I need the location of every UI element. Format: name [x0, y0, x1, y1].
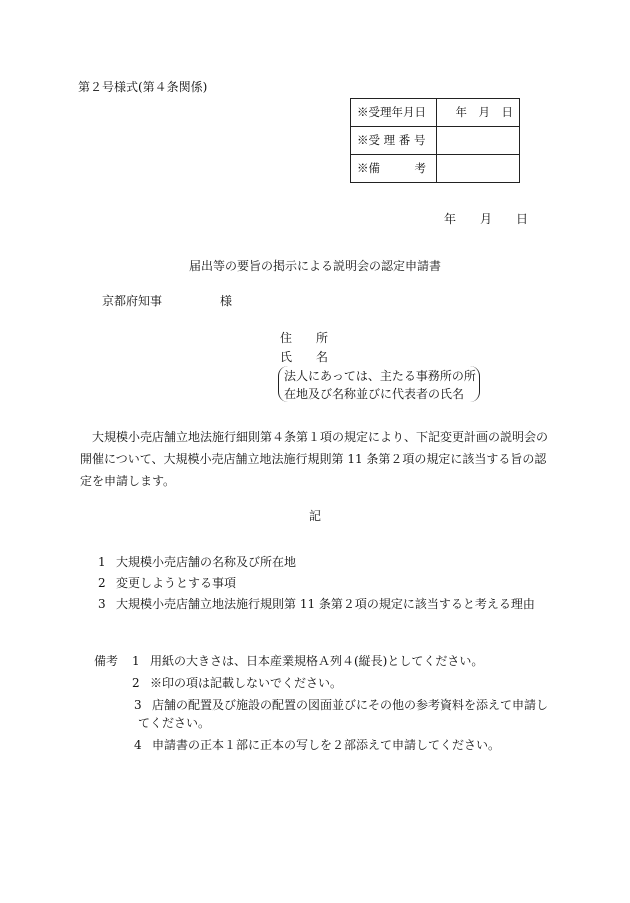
- date-line: 年 月 日: [444, 212, 529, 226]
- address-label: 住 所: [280, 331, 329, 345]
- reception-value: [437, 127, 520, 155]
- note-number: 3: [134, 698, 142, 712]
- item-text: 変更しようとする事項: [116, 576, 237, 590]
- body-line: 定を申請します。: [80, 474, 176, 488]
- corporation-note-line1: 法人にあっては、主たる事務所の所: [284, 369, 476, 383]
- reception-label: ※受理年月日: [351, 99, 437, 127]
- note-text-continued: てください。: [138, 716, 211, 730]
- honorific: 様: [220, 294, 233, 308]
- notes-label: 備考: [94, 654, 119, 668]
- note-text: ※印の項は記載しないでください。: [150, 676, 343, 690]
- item-number: 1: [98, 555, 106, 569]
- reception-row: [351, 127, 520, 155]
- corporation-note-line2: 在地及び名称並びに代表者の氏名: [284, 387, 465, 401]
- reception-label: ※備 考: [351, 155, 437, 183]
- note-number: 4: [134, 738, 142, 752]
- form-number: 第２号様式(第４条関係): [78, 80, 208, 94]
- name-label: 氏 名: [280, 350, 329, 364]
- note-text: 用紙の大きさは、日本産業規格Ａ列４(縦長)としてください。: [150, 654, 484, 668]
- reception-value: [437, 155, 520, 183]
- note-text: 店舗の配置及び施設の配置の図面並びにその他の参考資料を添えて申請し: [152, 698, 549, 712]
- reception-label: ※受 理 番 号: [351, 127, 437, 155]
- note-number: 1: [132, 654, 140, 668]
- document-title: 届出等の要旨の掲示による説明会の認定申請書: [188, 259, 441, 273]
- reception-row: [351, 155, 520, 183]
- item-text: 大規模小売店舗の名称及び所在地: [116, 555, 297, 569]
- item-text: 大規模小売店舗立地法施行規則第 11 条第２項の規定に該当すると考える理由: [116, 597, 535, 611]
- application-body: [80, 426, 550, 492]
- body-line: 大規模小売店舗立地法施行細則第４条第１項の規定により、下記変更計画の説明会の: [92, 430, 549, 444]
- addressee: 京都府知事: [102, 294, 163, 308]
- reception-value: 年 月 日: [437, 99, 520, 127]
- body-line: 開催について、大規模小売店舗立地法施行規則第 11 条第２項の規定に該当する旨の認: [80, 452, 547, 466]
- item-number: 3: [98, 597, 106, 611]
- reception-table: [350, 98, 520, 183]
- note-number: 2: [132, 676, 140, 690]
- ki-heading: 記: [308, 509, 321, 523]
- reception-row: [351, 99, 520, 127]
- note-text: 申請書の正本１部に正本の写しを２部添えて申請してください。: [152, 738, 501, 752]
- item-number: 2: [98, 576, 106, 590]
